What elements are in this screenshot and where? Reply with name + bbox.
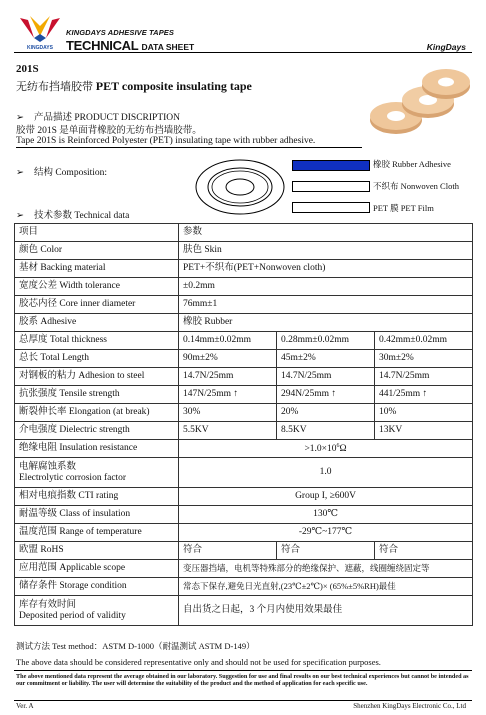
table-row: 抗张强度 Tensile strength 147N/25mm ↑ 294N/25mm ↑ 441/25mm ↑ <box>15 386 473 404</box>
table-row: 绝缘电阻 Insulation resistance $>1.0\times 10^6\Omega$ <box>15 440 473 458</box>
table-row: 断裂伸长率 Elongation (at break) 30% 20% 10% <box>15 404 473 422</box>
product-title-en: PET composite insulating tape <box>95 79 252 93</box>
table-row: 宽度公差 Width tolerance ±0.2mm <box>15 278 473 296</box>
arrow-icon: ➢ <box>16 113 24 123</box>
pet-layer-label: PET 膜 PET Film <box>373 203 434 213</box>
tech-heading: ➢ 技术参数 Technical data <box>16 211 130 221</box>
product-title <box>16 78 252 94</box>
table-row: 总厚度 Total thickness 0.14mm±0.02mm 0.28mm±0.02mm 0.42mm±0.02mm <box>15 332 473 350</box>
table-row: 基材 Backing material PET+不织布(PET+Nonwoven cloth) <box>15 260 473 278</box>
product-title-cn: 无纺布挡墙胶带 <box>16 81 93 93</box>
product-code: 201S <box>16 63 39 75</box>
table-header-row <box>15 224 473 242</box>
table-row: 相对电痕指数 CTI rating Group I, ≥600V <box>15 488 473 506</box>
table-row: 总长 Total Length 90m±2% 45m±2% 30m±2% <box>15 350 473 368</box>
header-item: 项目 <box>15 224 179 242</box>
table-row: 欧盟 RoHS 符合 符合 符合 <box>15 542 473 560</box>
version: Ver. A <box>16 702 34 710</box>
validity-label: 库存有效时间 Deposited period of validity <box>15 596 179 626</box>
table-row: 胶芯内径 Core inner diameter 76mm±1 <box>15 296 473 314</box>
corrosion-label: 电解腐蚀系数 Electrolytic corrosion factor <box>15 458 179 488</box>
tape-rolls-photo <box>366 64 472 142</box>
pet-layer-swatch <box>292 202 370 213</box>
logo-text: KINGDAYS <box>27 45 53 51</box>
company-logo <box>18 12 62 52</box>
nonwoven-layer-swatch <box>292 181 370 192</box>
header-rule <box>14 52 472 53</box>
composition-heading: ➢ 结构 Composition: <box>16 168 108 178</box>
description-en: Tape 201S is Reinforced Polyester (PET) insulating tape with rubber adhesive. <box>16 136 316 146</box>
arrow-icon: ➢ <box>16 211 24 221</box>
doc-title-main: TECHNICAL <box>66 38 139 53</box>
roll-diagram <box>194 158 288 216</box>
table-row: 胶系 Adhesive 橡胶 Rubber <box>15 314 473 332</box>
table-row: 应用范围 Applicable scope 变压器挡墙，电机等特殊部分的绝缘保护、遮蔽，线圈缠绕固定等 <box>15 560 473 578</box>
table-row: 储存条件 Storage condition 常态下保存,避免日光直射,(23℃±2℃)× (65%±5%RH)最佳 <box>15 578 473 596</box>
header-param: 参数 <box>179 224 473 242</box>
representative-note: The above data should be considered representative only and should not be used for specification purposes. <box>16 657 381 667</box>
test-method: 测试方法 Test method：ASTM D-1000（耐温测试 ASTM D-149） <box>16 641 255 651</box>
table-row: 耐温等级 Class of insulation 130℃ <box>15 506 473 524</box>
table-row: 对钢板的粘力 Adhesion to steel 14.7N/25mm 14.7N/25mm 14.7N/25mm <box>15 368 473 386</box>
description-cn: 胶带 201S 是单面背橡胶的无纺布挡墙胶带。 <box>16 126 202 136</box>
table-row: 库存有效时间 Deposited period of validity 自出货之日起，3 个月内使用效果最佳 <box>15 596 473 626</box>
footer-rule-top <box>14 670 472 671</box>
footer-rule-bottom <box>14 700 472 701</box>
table-row: 介电强度 Dielectric strength 5.5KV 8.5KV 13KV <box>15 422 473 440</box>
table-row: 颜色 Color 肤色 Skin <box>15 242 473 260</box>
rubber-layer-label: 橡胶 Rubber Adhesive <box>373 159 451 169</box>
spec-table <box>14 223 473 626</box>
doc-title-sub: DATA SHEET <box>141 42 195 52</box>
description-heading: ➢ 产品描述 PRODUCT DISCRIPTION <box>16 113 181 123</box>
disclaimer: The above mentioned data represent the average obtained in our laboratory. Suggestion for use and final results on our best technical experiences but cannot be intended as our commitment or liability. The user will determine the suitability of the product and the method of application for each specific use. <box>16 673 469 687</box>
company-name: KINGDAYS ADHESIVE TAPES <box>66 28 175 37</box>
footer-company: Shenzhen KingDays Electronic Co., Ltd <box>353 702 466 710</box>
doc-title <box>66 38 194 53</box>
insulation-value: $>1.0\times 10^6\Omega$ <box>179 440 473 458</box>
brand-name: KingDays <box>426 42 466 52</box>
nonwoven-layer-label: 不织布 Nonwoven Cloth <box>373 181 459 191</box>
table-row: 电解腐蚀系数 Electrolytic corrosion factor 1.0 <box>15 458 473 488</box>
arrow-icon: ➢ <box>16 168 24 178</box>
rubber-layer-swatch <box>292 160 370 171</box>
description-underline <box>16 147 362 148</box>
table-row: 温度范围 Range of temperature -29℃~177℃ <box>15 524 473 542</box>
